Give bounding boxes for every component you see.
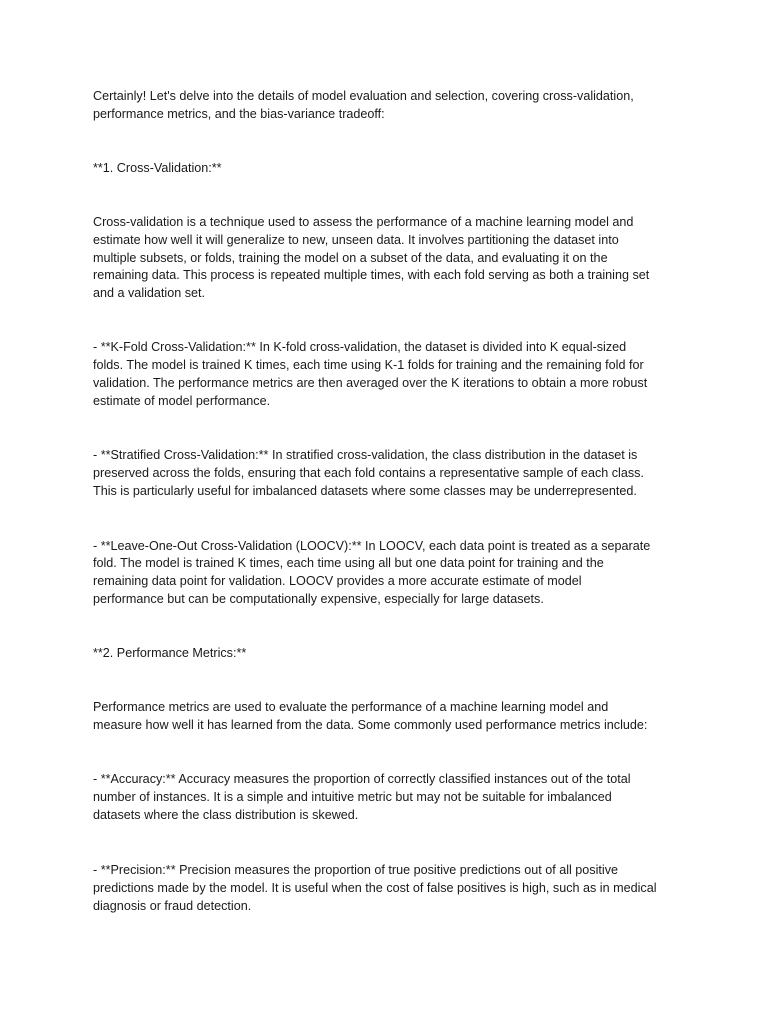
text-line: Performance metrics are used to evaluate the performance of a machine learning model and [93,700,609,714]
text-line: estimate how well it will generalize to new, unseen data. It involves partitioning the dataset into [93,233,619,247]
text-line: estimate of model performance. [93,394,271,408]
text-line: predictions made by the model. It is useful when the cost of false positives is high, such as in medical [93,881,657,895]
text-line: multiple subsets, or folds, training the model on a subset of the data, and evaluating it on the [93,251,608,265]
text-line: validation. The performance metrics are then averaged over the K iterations to obtain a more robust [93,376,648,390]
text-line: performance but can be computationally expensive, especially for large datasets. [93,592,544,606]
text-line: fold. The model is trained K times, each time using all but one data point for training and the [93,556,604,570]
text-line: performance metrics, and the bias-variance tradeoff: [93,107,385,121]
text-line: folds. The model is trained K times, each time using K-1 folds for training and the remaining fold for [93,358,644,372]
text-line: diagnosis or fraud detection. [93,899,252,913]
text-line: Cross-validation is a technique used to assess the performance of a machine learning model and [93,215,634,229]
text-line: Certainly! Let's delve into the details of model evaluation and selection, covering cross-validation, [93,89,634,103]
text-line: This is particularly useful for imbalanced datasets where some classes may be underrepresented. [93,484,637,498]
text-line: and a validation set. [93,286,206,300]
text-line: - **Precision:** Precision measures the proportion of true positive predictions out of all positive [93,863,619,877]
section-heading: **1. Cross-Validation:** [93,161,222,175]
text-line: - **Leave-One-Out Cross-Validation (LOOCV):** In LOOCV, each data point is treated as a separate [93,539,651,553]
text-line: remaining data point for validation. LOOCV provides a more accurate estimate of model [93,574,582,588]
text-line: preserved across the folds, ensuring that each fold contains a representative sample of each class. [93,466,644,480]
section-heading: **2. Performance Metrics:** [93,646,247,660]
text-line: remaining data. This process is repeated multiple times, with each fold serving as both a training set [93,268,650,282]
text-line: - **K-Fold Cross-Validation:** In K-fold cross-validation, the dataset is divided into K equal-sized [93,340,627,354]
text-line: datasets where the class distribution is skewed. [93,808,359,822]
text-line: measure how well it has learned from the data. Some commonly used performance metrics include: [93,718,648,732]
text-line: - **Accuracy:** Accuracy measures the proportion of correctly classified instances out of the total [93,772,631,786]
text-line: - **Stratified Cross-Validation:** In stratified cross-validation, the class distribution in the dataset is [93,448,638,462]
text-line: number of instances. It is a simple and intuitive metric but may not be suitable for imbalanced [93,790,612,804]
